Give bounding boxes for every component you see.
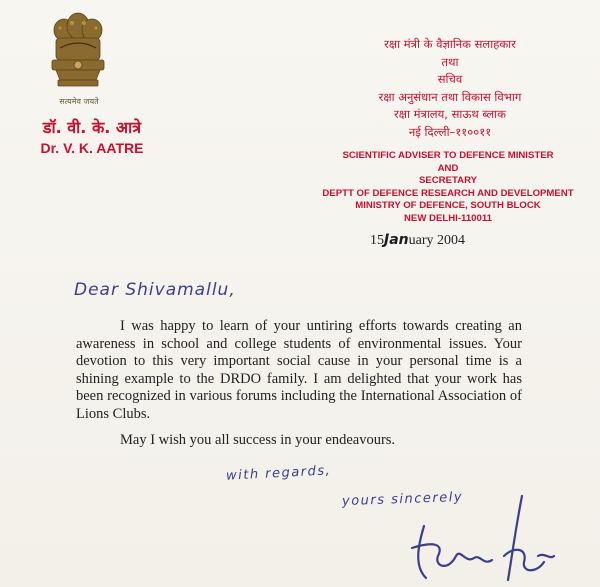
- closing-line: May I wish you all success in your endeavours.: [120, 432, 396, 448]
- date-month-handwritten: Jan: [384, 232, 409, 248]
- date-day: 15: [370, 233, 384, 248]
- designation-english-line: DEPTT OF DEFENCE RESEARCH AND DEVELOPMENT: [322, 187, 574, 199]
- designation-english: [300, 150, 596, 226]
- designation-hindi-line: नई दिल्ली–११००११: [408, 124, 492, 139]
- handwritten-regards: with regards,: [225, 463, 332, 484]
- body-paragraph: I was happy to learn of your untiring efforts towards creating an awareness in school and college students of environmental issues. Your devotion to this very important social cause in your personal time is a shining example to the DRDO family. I am delighted that your work has been recognized in various forums including the International Association of Lions Clubs.: [76, 318, 522, 422]
- sender-name-english: Dr. V. K. AATRE: [40, 140, 144, 156]
- designation-english-line: SCIENTIFIC ADVISER TO DEFENCE MINISTER: [342, 150, 554, 161]
- handwritten-sincerely: yours sincerely: [341, 489, 464, 510]
- designation-english-line: MINISTRY OF DEFENCE, SOUTH BLOCK: [355, 200, 541, 212]
- designation-hindi-line: तथा: [441, 54, 459, 69]
- designation-hindi-line: रक्षा मंत्रालय, साऊथ ब्लाक: [394, 107, 506, 121]
- signature-icon: [404, 486, 564, 586]
- designation-hindi-line: सचिव: [437, 72, 463, 86]
- letter-date: [370, 232, 530, 249]
- date-rest: uary 2004: [408, 233, 466, 248]
- designation-hindi-line: रक्षा अनुसंधान तथा विकास विभाग: [378, 89, 522, 104]
- national-emblem-icon: [42, 8, 114, 104]
- salutation: Dear Shivamallu,: [74, 280, 236, 300]
- designation-hindi: [330, 36, 570, 141]
- designation-english-line: SECRETARY: [418, 175, 478, 187]
- emblem-motto: सत्यमेव जयते: [59, 97, 99, 106]
- designation-hindi-line: रक्षा मंत्री के वैज्ञानिक सलाहकार: [384, 37, 516, 51]
- sender-name-hindi: डॉ. वी. के. आत्रे: [42, 118, 142, 137]
- designation-english-line: AND: [437, 162, 459, 174]
- designation-english-line: NEW DELHI-110011: [404, 212, 492, 224]
